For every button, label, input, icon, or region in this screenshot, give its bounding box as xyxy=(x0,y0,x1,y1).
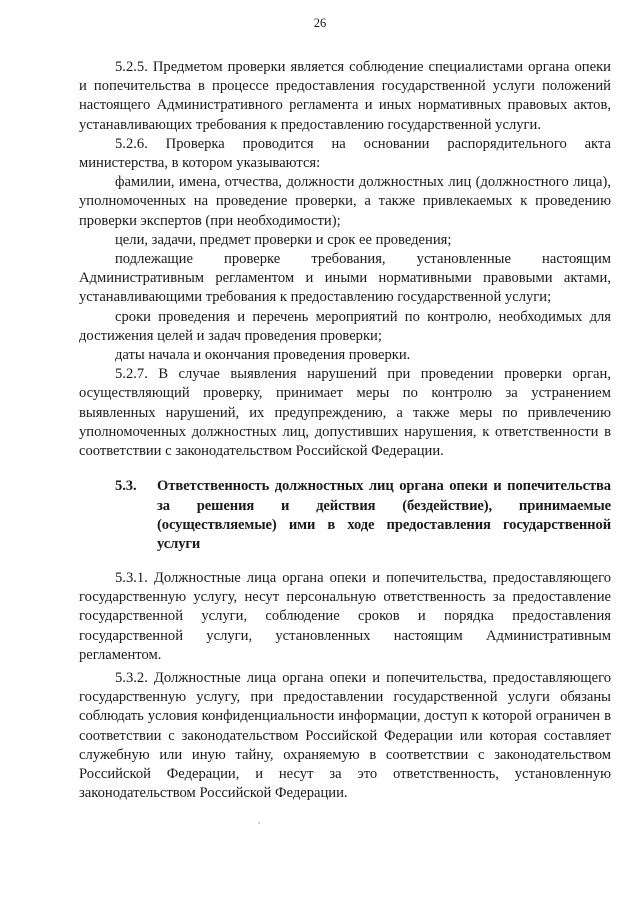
list-item-inspectors: фамилии, имена, отчества, должности должностных лиц (должностного лица), уполномоченных на проведение проверки, а также привлекаемых к проведению проверки экспертов (при необходимости); xyxy=(79,174,611,229)
section-title: Ответственность должностных лиц органа опеки и попечительства за решения и действия (бездействие), принимаемые (осуществляемые) ими в ходе предоставления государственной услуги xyxy=(157,478,611,553)
paragraph-5-2-7: 5.2.7. В случае выявления нарушений при проведении проверки орган, осуществляющий проверку, принимает меры по контролю за устранением выявленных нарушений, их предупреждению, а также меры по привлечению уполномоченных должностных лиц, допустивших нарушения, к ответственности в соответствии с законодательством Российской Федерации. xyxy=(79,366,611,460)
list-item-goals: цели, задачи, предмет проверки и срок ее проведения; xyxy=(115,231,452,248)
list-item-dates: даты начала и окончания проведения проверки. xyxy=(115,347,411,364)
paragraph-5-3-2: 5.3.2. Должностные лица органа опеки и попечительства, предоставляющего государственную услугу, при предоставлении государственной услуги обязаны соблюдать условия конфиденциальности информации, доступ к которой ограничен в соответствии с законодательством Российской Федерации или которая составляет служебную или иную тайну, охраняемую в соответствии с законодательством Российской Федерации, и несут за это ответственность, установленную законодательством Российской Федерации. xyxy=(79,669,611,802)
paragraph-5-2-6: 5.2.6. Проверка проводится на основании распорядительного акта министерства, в котором указываются: xyxy=(79,135,611,172)
section-number: 5.3. xyxy=(115,478,137,495)
document-body xyxy=(79,58,611,803)
scan-speck xyxy=(258,822,260,824)
paragraph-5-3-1: 5.3.1. Должностные лица органа опеки и попечительства, предоставляющего государственную услугу, несут персональную ответственность за предоставление государственной услуги, соблюдение сроков и порядка предоставления государственной услуги, установленных настоящим Административным регламентом. xyxy=(79,569,611,663)
list-item-measures: сроки проведения и перечень мероприятий по контролю, необходимых для достижения целей и задач проведения проверки; xyxy=(79,308,611,344)
paragraph-5-2-5: 5.2.5. Предметом проверки является соблюдение специалистами органа опеки и попечительства в процессе предоставления государственной услуги положений настоящего Административного регламента и иных нормативных правовых актов, устанавливающих требования к предоставлению государственной услуги. xyxy=(79,59,611,133)
list-item-requirements: подлежащие проверке требования, установленные настоящим Административным регламентом и иными нормативными правовыми актами, устанавливающими требования к предоставлению государственной услуги; xyxy=(79,251,611,306)
page-number: 26 xyxy=(313,16,327,30)
section-heading-5-3 xyxy=(79,477,611,555)
